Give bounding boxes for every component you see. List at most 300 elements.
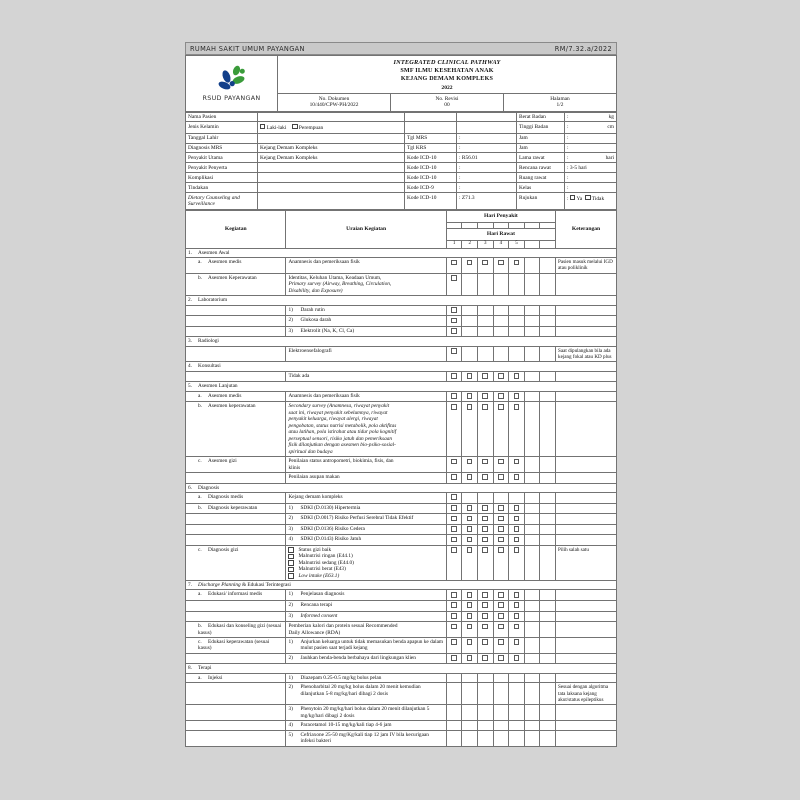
day-checkbox-cell[interactable] xyxy=(477,611,493,622)
checkbox-icon[interactable] xyxy=(451,592,457,598)
day-checkbox-cell[interactable] xyxy=(462,705,478,721)
day-checkbox-cell[interactable] xyxy=(540,653,556,664)
checkbox-icon[interactable] xyxy=(467,602,473,608)
day-checkbox-cell[interactable] xyxy=(446,524,462,535)
day-checkbox-cell[interactable] xyxy=(509,346,525,362)
patient-icd-value[interactable]: : R56.01 xyxy=(457,153,517,163)
patient-field-value[interactable] xyxy=(258,193,405,210)
day-checkbox-cell[interactable] xyxy=(509,492,525,503)
day-checkbox-cell[interactable] xyxy=(524,503,540,514)
day-checkbox-cell[interactable] xyxy=(509,683,525,705)
checkbox-icon[interactable] xyxy=(288,560,293,565)
day-checkbox-cell[interactable] xyxy=(477,472,493,483)
day-checkbox-cell[interactable] xyxy=(493,721,509,730)
day-checkbox-cell[interactable] xyxy=(493,622,509,638)
checkbox-icon[interactable] xyxy=(467,516,473,522)
day-checkbox-cell[interactable] xyxy=(509,637,525,653)
checkbox-icon[interactable] xyxy=(451,474,457,480)
day-checkbox-cell[interactable] xyxy=(446,503,462,514)
checkbox-icon[interactable] xyxy=(451,275,457,281)
checkbox-icon[interactable] xyxy=(514,547,520,553)
day-checkbox-cell[interactable] xyxy=(509,653,525,664)
checkbox-icon[interactable] xyxy=(467,260,473,266)
day-checkbox-cell[interactable] xyxy=(509,258,525,274)
day-checkbox-cell[interactable] xyxy=(493,326,509,337)
checkbox-icon[interactable] xyxy=(451,526,457,532)
checkbox-icon[interactable] xyxy=(451,613,457,619)
checkbox-icon[interactable] xyxy=(514,537,520,543)
day-checkbox-cell[interactable] xyxy=(509,371,525,382)
day-checkbox-cell[interactable] xyxy=(509,673,525,682)
checkbox-icon[interactable] xyxy=(288,547,293,552)
checkbox-icon[interactable] xyxy=(498,592,504,598)
day-checkbox-cell[interactable] xyxy=(493,600,509,611)
day-checkbox-cell[interactable] xyxy=(524,730,540,746)
day-checkbox-cell[interactable] xyxy=(462,371,478,382)
day-checkbox-cell[interactable] xyxy=(540,472,556,483)
patient-field-value[interactable]: Kejang Demam Kompleks xyxy=(258,143,405,153)
day-checkbox-cell[interactable] xyxy=(540,305,556,316)
checkbox-option[interactable]: Laki-laki xyxy=(260,125,286,131)
day-checkbox-cell[interactable] xyxy=(509,402,525,457)
day-checkbox-cell[interactable] xyxy=(524,524,540,535)
day-checkbox-cell[interactable] xyxy=(540,673,556,682)
day-checkbox-cell[interactable] xyxy=(462,721,478,730)
day-checkbox-cell[interactable] xyxy=(524,600,540,611)
checkbox-icon[interactable] xyxy=(570,195,575,200)
checkbox-icon[interactable] xyxy=(514,526,520,532)
checkbox-icon[interactable] xyxy=(498,459,504,465)
patient-right-value[interactable] xyxy=(565,122,617,133)
day-checkbox-cell[interactable] xyxy=(446,590,462,601)
checkbox-option[interactable]: Tidak xyxy=(585,196,604,202)
checkbox-icon[interactable] xyxy=(467,613,473,619)
patient-field-value[interactable] xyxy=(258,173,405,183)
checkbox-icon[interactable] xyxy=(482,624,488,630)
checkbox-icon[interactable] xyxy=(467,537,473,543)
checkbox-icon[interactable] xyxy=(514,655,520,661)
day-checkbox-cell[interactable] xyxy=(462,316,478,327)
checkbox-icon[interactable] xyxy=(292,124,297,129)
checkbox-icon[interactable] xyxy=(467,393,473,399)
day-checkbox-cell[interactable] xyxy=(446,637,462,653)
day-checkbox-cell[interactable] xyxy=(446,622,462,638)
patient-field-value[interactable] xyxy=(258,122,405,133)
checkbox-icon[interactable] xyxy=(498,602,504,608)
day-checkbox-cell[interactable] xyxy=(509,273,525,295)
day-checkbox-cell[interactable] xyxy=(462,673,478,682)
day-checkbox-cell[interactable] xyxy=(462,683,478,705)
patient-right-value[interactable] xyxy=(565,173,617,183)
checkbox-icon[interactable] xyxy=(498,547,504,553)
day-checkbox-cell[interactable] xyxy=(477,535,493,546)
day-checkbox-cell[interactable] xyxy=(509,611,525,622)
checkbox-icon[interactable] xyxy=(467,459,473,465)
patient-icd-value[interactable]: : xyxy=(457,143,517,153)
day-checkbox-cell[interactable] xyxy=(477,492,493,503)
checkbox-icon[interactable] xyxy=(482,404,488,410)
day-checkbox-cell[interactable] xyxy=(509,457,525,473)
day-checkbox-cell[interactable] xyxy=(493,705,509,721)
checkbox-icon[interactable] xyxy=(498,655,504,661)
day-checkbox-cell[interactable] xyxy=(462,524,478,535)
day-checkbox-cell[interactable] xyxy=(509,600,525,611)
checkbox-icon[interactable] xyxy=(514,260,520,266)
checkbox-icon[interactable] xyxy=(514,459,520,465)
checkbox-icon[interactable] xyxy=(482,655,488,661)
checkbox-icon[interactable] xyxy=(467,505,473,511)
day-checkbox-cell[interactable] xyxy=(540,326,556,337)
checkbox-icon[interactable] xyxy=(451,373,457,379)
checkbox-icon[interactable] xyxy=(451,624,457,630)
checkbox-icon[interactable] xyxy=(482,459,488,465)
checkbox-icon[interactable] xyxy=(451,494,457,500)
day-checkbox-cell[interactable] xyxy=(446,402,462,457)
patient-icd-value[interactable]: : Z71.3 xyxy=(457,193,517,210)
day-checkbox-cell[interactable] xyxy=(446,326,462,337)
patient-field-value[interactable] xyxy=(258,163,405,173)
day-checkbox-cell[interactable] xyxy=(524,705,540,721)
patient-icd-value[interactable]: : xyxy=(457,173,517,183)
day-checkbox-cell[interactable] xyxy=(509,524,525,535)
checkbox-option[interactable] xyxy=(288,573,443,579)
day-checkbox-cell[interactable] xyxy=(462,492,478,503)
checkbox-icon[interactable] xyxy=(514,516,520,522)
day-checkbox-cell[interactable] xyxy=(540,524,556,535)
day-checkbox-cell[interactable] xyxy=(462,600,478,611)
day-checkbox-cell[interactable] xyxy=(462,545,478,580)
day-checkbox-cell[interactable] xyxy=(477,326,493,337)
day-checkbox-cell[interactable] xyxy=(540,535,556,546)
day-checkbox-cell[interactable] xyxy=(540,514,556,525)
day-checkbox-cell[interactable] xyxy=(477,590,493,601)
day-checkbox-cell[interactable] xyxy=(524,590,540,601)
checkbox-icon[interactable] xyxy=(482,516,488,522)
day-checkbox-cell[interactable] xyxy=(446,305,462,316)
day-checkbox-cell[interactable] xyxy=(524,316,540,327)
day-checkbox-cell[interactable] xyxy=(477,683,493,705)
day-checkbox-cell[interactable] xyxy=(446,371,462,382)
checkbox-icon[interactable] xyxy=(498,624,504,630)
day-checkbox-cell[interactable] xyxy=(493,316,509,327)
checkbox-icon[interactable] xyxy=(498,537,504,543)
day-checkbox-cell[interactable] xyxy=(446,600,462,611)
checkbox-icon[interactable] xyxy=(498,505,504,511)
day-checkbox-cell[interactable] xyxy=(524,637,540,653)
checkbox-icon[interactable] xyxy=(514,373,520,379)
day-checkbox-cell[interactable] xyxy=(477,673,493,682)
day-checkbox-cell[interactable] xyxy=(509,721,525,730)
day-number-cell[interactable] xyxy=(524,240,540,248)
day-checkbox-cell[interactable] xyxy=(509,622,525,638)
day-number-cell[interactable]: 4 xyxy=(493,240,509,248)
day-checkbox-cell[interactable] xyxy=(446,611,462,622)
day-checkbox-cell[interactable] xyxy=(462,514,478,525)
day-checkbox-cell[interactable] xyxy=(493,273,509,295)
day-checkbox-cell[interactable] xyxy=(540,346,556,362)
day-checkbox-cell[interactable] xyxy=(540,258,556,274)
day-checkbox-cell[interactable] xyxy=(493,492,509,503)
day-checkbox-cell[interactable] xyxy=(509,472,525,483)
patient-icd-value[interactable]: : xyxy=(457,133,517,143)
day-checkbox-cell[interactable] xyxy=(540,622,556,638)
checkbox-icon[interactable] xyxy=(498,373,504,379)
checkbox-icon[interactable] xyxy=(451,655,457,661)
day-checkbox-cell[interactable] xyxy=(540,611,556,622)
checkbox-icon[interactable] xyxy=(482,639,488,645)
patient-right-value[interactable] xyxy=(565,143,617,153)
day-checkbox-cell[interactable] xyxy=(493,524,509,535)
patient-field-value[interactable] xyxy=(258,183,405,193)
day-checkbox-cell[interactable] xyxy=(462,590,478,601)
checkbox-icon[interactable] xyxy=(451,547,457,553)
day-checkbox-cell[interactable] xyxy=(477,524,493,535)
checkbox-icon[interactable] xyxy=(260,124,265,129)
patient-right-value[interactable] xyxy=(565,153,617,163)
day-checkbox-cell[interactable] xyxy=(493,673,509,682)
checkbox-icon[interactable] xyxy=(482,474,488,480)
day-checkbox-cell[interactable] xyxy=(446,457,462,473)
checkbox-icon[interactable] xyxy=(482,602,488,608)
day-checkbox-cell[interactable] xyxy=(493,503,509,514)
checkbox-icon[interactable] xyxy=(514,639,520,645)
day-checkbox-cell[interactable] xyxy=(446,721,462,730)
day-checkbox-cell[interactable] xyxy=(493,683,509,705)
day-checkbox-cell[interactable] xyxy=(540,730,556,746)
checkbox-icon[interactable] xyxy=(514,613,520,619)
checkbox-icon[interactable] xyxy=(482,592,488,598)
checkbox-icon[interactable] xyxy=(288,554,293,559)
day-checkbox-cell[interactable] xyxy=(524,402,540,457)
checkbox-icon[interactable] xyxy=(498,474,504,480)
day-checkbox-cell[interactable] xyxy=(493,346,509,362)
day-checkbox-cell[interactable] xyxy=(524,492,540,503)
day-checkbox-cell[interactable] xyxy=(462,503,478,514)
day-checkbox-cell[interactable] xyxy=(509,316,525,327)
day-checkbox-cell[interactable] xyxy=(493,402,509,457)
day-checkbox-cell[interactable] xyxy=(462,346,478,362)
patient-icd-value[interactable]: : xyxy=(457,183,517,193)
day-checkbox-cell[interactable] xyxy=(524,305,540,316)
day-checkbox-cell[interactable] xyxy=(462,258,478,274)
day-checkbox-cell[interactable] xyxy=(446,705,462,721)
checkbox-icon[interactable] xyxy=(467,592,473,598)
day-checkbox-cell[interactable] xyxy=(493,545,509,580)
checkbox-option[interactable]: Perempuan xyxy=(292,125,323,131)
checkbox-icon[interactable] xyxy=(451,307,457,313)
checkbox-icon[interactable] xyxy=(451,318,457,324)
checkbox-icon[interactable] xyxy=(514,602,520,608)
day-checkbox-cell[interactable] xyxy=(477,391,493,402)
day-checkbox-cell[interactable] xyxy=(509,535,525,546)
day-number-cell[interactable]: 3 xyxy=(477,240,493,248)
day-checkbox-cell[interactable] xyxy=(524,346,540,362)
day-checkbox-cell[interactable] xyxy=(462,326,478,337)
day-checkbox-cell[interactable] xyxy=(540,457,556,473)
day-checkbox-cell[interactable] xyxy=(509,545,525,580)
checkbox-icon[interactable] xyxy=(467,624,473,630)
patient-icd-value[interactable] xyxy=(457,112,517,122)
day-checkbox-cell[interactable] xyxy=(462,622,478,638)
day-checkbox-cell[interactable] xyxy=(446,273,462,295)
checkbox-icon[interactable] xyxy=(498,404,504,410)
day-checkbox-cell[interactable] xyxy=(493,730,509,746)
day-checkbox-cell[interactable] xyxy=(493,535,509,546)
day-checkbox-cell[interactable] xyxy=(540,721,556,730)
day-checkbox-cell[interactable] xyxy=(477,514,493,525)
day-checkbox-cell[interactable] xyxy=(462,535,478,546)
day-checkbox-cell[interactable] xyxy=(524,721,540,730)
patient-field-value[interactable] xyxy=(258,133,405,143)
day-checkbox-cell[interactable] xyxy=(493,611,509,622)
day-checkbox-cell[interactable] xyxy=(524,391,540,402)
day-checkbox-cell[interactable] xyxy=(446,391,462,402)
checkbox-icon[interactable] xyxy=(451,459,457,465)
day-checkbox-cell[interactable] xyxy=(446,730,462,746)
checkbox-icon[interactable] xyxy=(467,474,473,480)
day-checkbox-cell[interactable] xyxy=(477,730,493,746)
day-checkbox-cell[interactable] xyxy=(540,545,556,580)
checkbox-icon[interactable] xyxy=(288,567,293,572)
day-checkbox-cell[interactable] xyxy=(477,273,493,295)
checkbox-icon[interactable] xyxy=(482,373,488,379)
day-checkbox-cell[interactable] xyxy=(524,535,540,546)
day-checkbox-cell[interactable] xyxy=(477,503,493,514)
day-checkbox-cell[interactable] xyxy=(477,316,493,327)
day-checkbox-cell[interactable] xyxy=(446,683,462,705)
checkbox-icon[interactable] xyxy=(467,655,473,661)
checkbox-icon[interactable] xyxy=(482,613,488,619)
day-checkbox-cell[interactable] xyxy=(509,326,525,337)
day-checkbox-cell[interactable] xyxy=(446,346,462,362)
checkbox-icon[interactable] xyxy=(451,516,457,522)
checkbox-icon[interactable] xyxy=(451,404,457,410)
day-checkbox-cell[interactable] xyxy=(509,730,525,746)
checkbox-icon[interactable] xyxy=(451,602,457,608)
checkbox-icon[interactable] xyxy=(498,260,504,266)
day-checkbox-cell[interactable] xyxy=(462,402,478,457)
day-checkbox-cell[interactable] xyxy=(493,371,509,382)
checkbox-icon[interactable] xyxy=(498,639,504,645)
day-checkbox-cell[interactable] xyxy=(462,273,478,295)
day-checkbox-cell[interactable] xyxy=(446,514,462,525)
checkbox-icon[interactable] xyxy=(585,195,590,200)
checkbox-icon[interactable] xyxy=(467,526,473,532)
day-number-cell[interactable]: 2 xyxy=(462,240,478,248)
checkbox-icon[interactable] xyxy=(498,393,504,399)
day-checkbox-cell[interactable] xyxy=(524,472,540,483)
patient-right-value[interactable] xyxy=(565,163,617,173)
day-checkbox-cell[interactable] xyxy=(540,391,556,402)
checkbox-icon[interactable] xyxy=(482,526,488,532)
day-checkbox-cell[interactable] xyxy=(446,316,462,327)
day-checkbox-cell[interactable] xyxy=(493,637,509,653)
day-checkbox-cell[interactable] xyxy=(524,514,540,525)
day-checkbox-cell[interactable] xyxy=(477,457,493,473)
day-checkbox-cell[interactable] xyxy=(509,705,525,721)
checkbox-icon[interactable] xyxy=(451,393,457,399)
day-checkbox-cell[interactable] xyxy=(540,683,556,705)
patient-right-value[interactable] xyxy=(565,112,617,122)
day-checkbox-cell[interactable] xyxy=(477,371,493,382)
day-checkbox-cell[interactable] xyxy=(477,622,493,638)
day-checkbox-cell[interactable] xyxy=(540,600,556,611)
day-checkbox-cell[interactable] xyxy=(524,258,540,274)
patient-right-value[interactable] xyxy=(565,133,617,143)
day-checkbox-cell[interactable] xyxy=(446,492,462,503)
day-checkbox-cell[interactable] xyxy=(524,622,540,638)
checkbox-icon[interactable] xyxy=(467,547,473,553)
checkbox-icon[interactable] xyxy=(482,547,488,553)
day-checkbox-cell[interactable] xyxy=(477,637,493,653)
day-checkbox-cell[interactable] xyxy=(509,590,525,601)
day-checkbox-cell[interactable] xyxy=(446,535,462,546)
day-checkbox-cell[interactable] xyxy=(477,705,493,721)
day-checkbox-cell[interactable] xyxy=(493,653,509,664)
day-checkbox-cell[interactable] xyxy=(477,258,493,274)
day-checkbox-cell[interactable] xyxy=(446,673,462,682)
checkbox-icon[interactable] xyxy=(482,260,488,266)
checkbox-icon[interactable] xyxy=(451,260,457,266)
day-checkbox-cell[interactable] xyxy=(540,503,556,514)
day-checkbox-cell[interactable] xyxy=(477,653,493,664)
day-checkbox-cell[interactable] xyxy=(493,590,509,601)
day-checkbox-cell[interactable] xyxy=(446,653,462,664)
checkbox-icon[interactable] xyxy=(451,348,457,354)
day-checkbox-cell[interactable] xyxy=(446,545,462,580)
day-checkbox-cell[interactable] xyxy=(524,457,540,473)
checkbox-icon[interactable] xyxy=(514,592,520,598)
day-checkbox-cell[interactable] xyxy=(509,391,525,402)
day-checkbox-cell[interactable] xyxy=(462,472,478,483)
checkbox-icon[interactable] xyxy=(451,328,457,334)
patient-field-value[interactable] xyxy=(258,112,405,122)
day-checkbox-cell[interactable] xyxy=(493,457,509,473)
day-checkbox-cell[interactable] xyxy=(462,653,478,664)
day-checkbox-cell[interactable] xyxy=(540,705,556,721)
day-number-cell[interactable] xyxy=(540,240,556,248)
day-checkbox-cell[interactable] xyxy=(462,730,478,746)
day-checkbox-cell[interactable] xyxy=(540,492,556,503)
checkbox-icon[interactable] xyxy=(451,505,457,511)
day-checkbox-cell[interactable] xyxy=(462,391,478,402)
day-checkbox-cell[interactable] xyxy=(477,305,493,316)
checkbox-icon[interactable] xyxy=(514,624,520,630)
day-checkbox-cell[interactable] xyxy=(462,305,478,316)
checkbox-icon[interactable] xyxy=(467,639,473,645)
day-checkbox-cell[interactable] xyxy=(477,402,493,457)
day-checkbox-cell[interactable] xyxy=(540,371,556,382)
checkbox-icon[interactable] xyxy=(482,537,488,543)
checkbox-icon[interactable] xyxy=(451,537,457,543)
patient-icd-value[interactable] xyxy=(457,122,517,133)
day-checkbox-cell[interactable] xyxy=(477,545,493,580)
checkbox-icon[interactable] xyxy=(288,573,293,578)
day-number-cell[interactable]: 1 xyxy=(446,240,462,248)
day-checkbox-cell[interactable] xyxy=(477,600,493,611)
day-checkbox-cell[interactable] xyxy=(509,503,525,514)
day-checkbox-cell[interactable] xyxy=(477,721,493,730)
day-checkbox-cell[interactable] xyxy=(524,273,540,295)
day-checkbox-cell[interactable] xyxy=(462,457,478,473)
day-checkbox-cell[interactable] xyxy=(524,326,540,337)
day-checkbox-cell[interactable] xyxy=(509,305,525,316)
day-checkbox-cell[interactable] xyxy=(509,514,525,525)
checkbox-icon[interactable] xyxy=(498,613,504,619)
checkbox-icon[interactable] xyxy=(514,474,520,480)
day-checkbox-cell[interactable] xyxy=(446,258,462,274)
day-checkbox-cell[interactable] xyxy=(462,611,478,622)
